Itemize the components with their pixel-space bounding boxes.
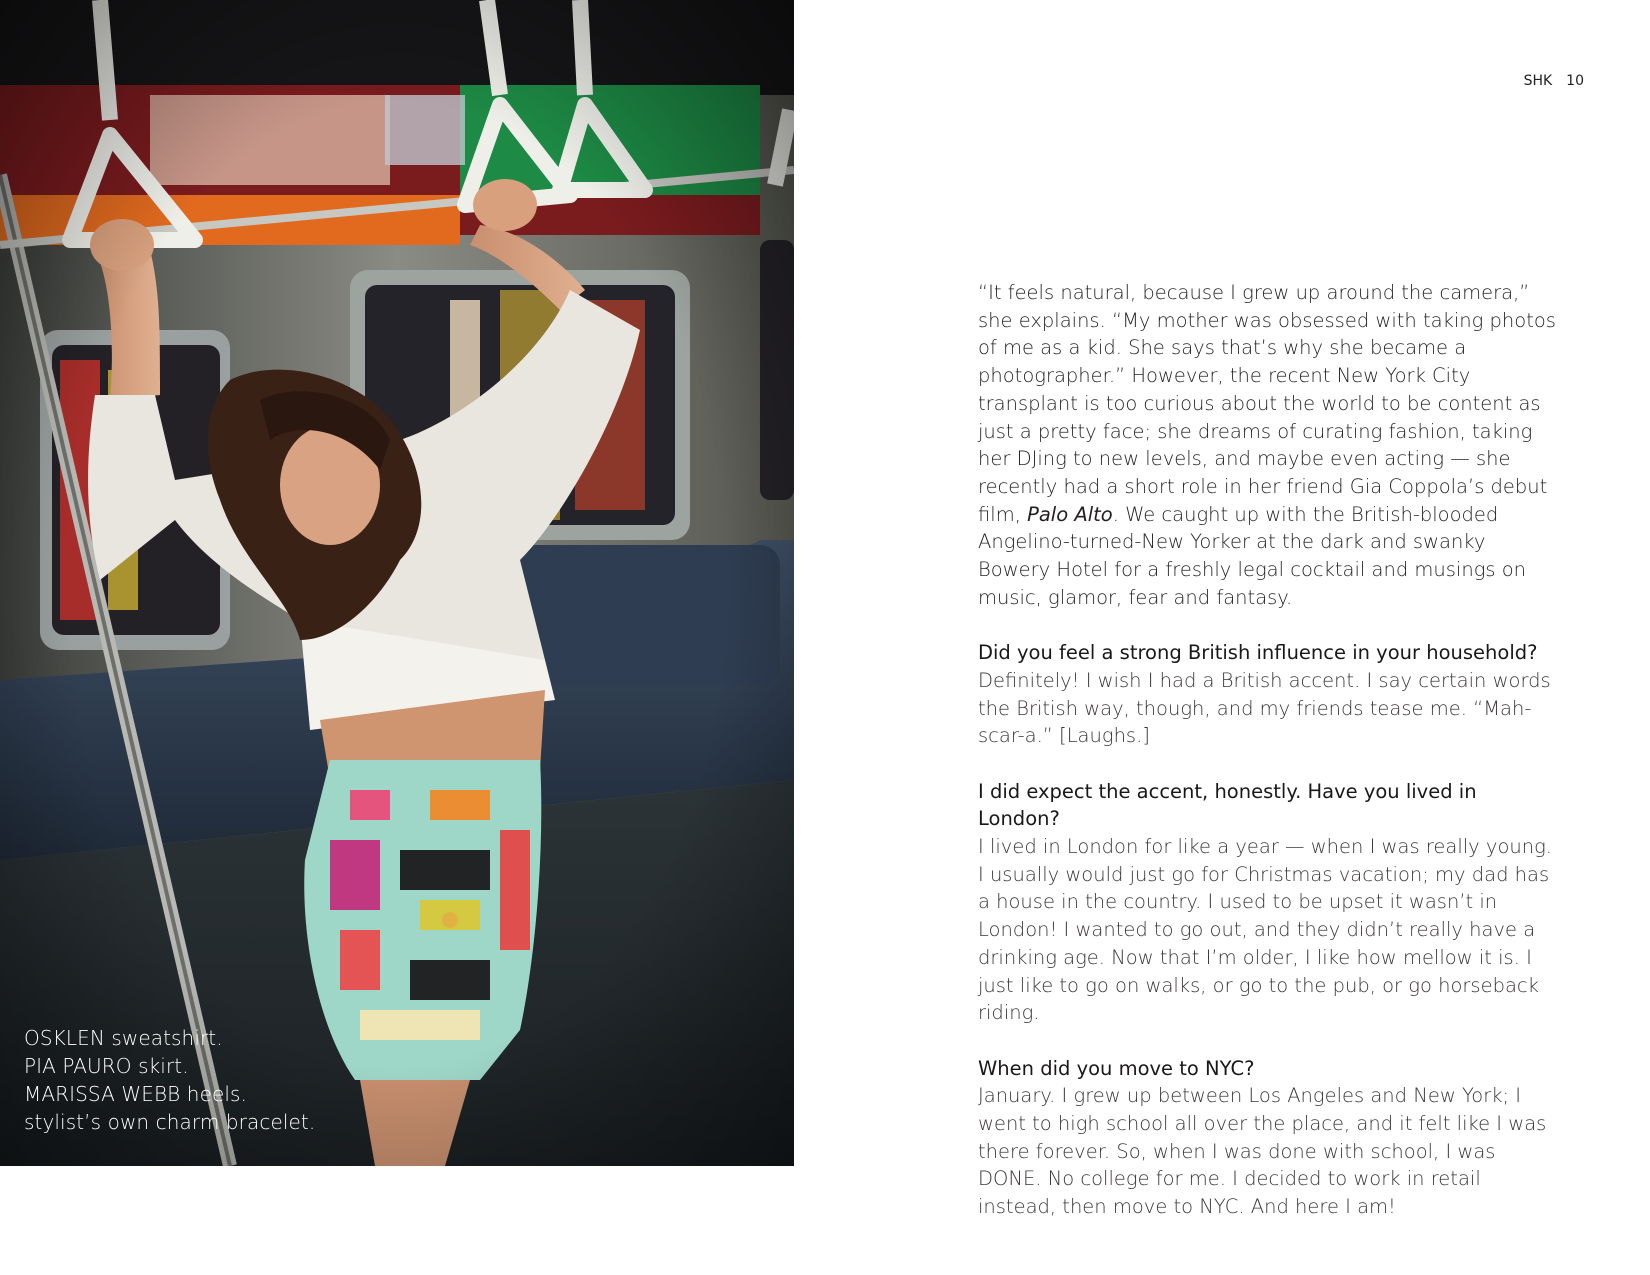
subway-scene-illustration — [0, 0, 794, 1166]
magazine-name: SHK — [1523, 73, 1553, 89]
photo-credits — [24, 1024, 315, 1136]
intro-text: “It feels natural, because I grew up around the camera,” she explains. “My mother was obsessed with taking photos of me as a kid. She says that’s why she became a photographer.” However, the recent New York City transplant is too curious about the world to be content as just a pretty face; she dreams of curating fashion, taking her DJing to new levels, and maybe even acting — she recently had a short role in her friend Gia Coppola’s debut film, — [978, 281, 1556, 526]
credit-line: OSKLEN sweatshirt. — [24, 1026, 223, 1050]
page-folio — [1524, 73, 1584, 89]
interview-answer: Definitely! I wish I had a British accent. I say certain words the British way, though, and my friends tease me. “Mah-scar-a.” [Laughs.] — [978, 668, 1551, 748]
credit-line: stylist’s own charm bracelet. — [24, 1110, 316, 1134]
interview-question: When did you move to NYC? — [978, 1056, 1255, 1080]
page-number: 10 — [1566, 73, 1584, 89]
intro-paragraph — [978, 279, 1560, 611]
interview-answer: I lived in London for like a year — when I was really young. I usually would just go for Christmas vacation; my dad has a house in the country. I used to be upset it wasn’t in London! I wanted to go out, and they didn’t really have a drinking age. Now that I’m older, I like how mellow it is. I just like to go on walks, or go to the pub, or go horseback riding. — [978, 835, 1553, 1025]
credit-line: PIA PAURO skirt. — [24, 1054, 189, 1078]
interview-question: I did expect the accent, honestly. Have you lived in London? — [978, 779, 1477, 831]
intro-text-end: . We caught up with the British-blooded Angelino-turned-New Yorker at the dark and swanky Bowery Hotel for a freshly legal cocktail and musings on music, glamor, fear and fantasy. — [978, 502, 1527, 609]
credit-line: MARISSA WEBB heels. — [24, 1082, 248, 1106]
editorial-photo — [0, 0, 794, 1166]
interview-answer: January. I grew up between Los Angeles and New York; I went to high school all over the place, and it felt like I was there forever. So, when I was done with school, I was DONE. No college for me. I decided to work in retail instead, then move to NYC. And here I am! — [978, 1084, 1547, 1219]
article-body — [978, 279, 1560, 1249]
film-title: Palo Alto — [1027, 502, 1113, 526]
interview-question: Did you feel a strong British influence in your household? — [978, 641, 1538, 665]
